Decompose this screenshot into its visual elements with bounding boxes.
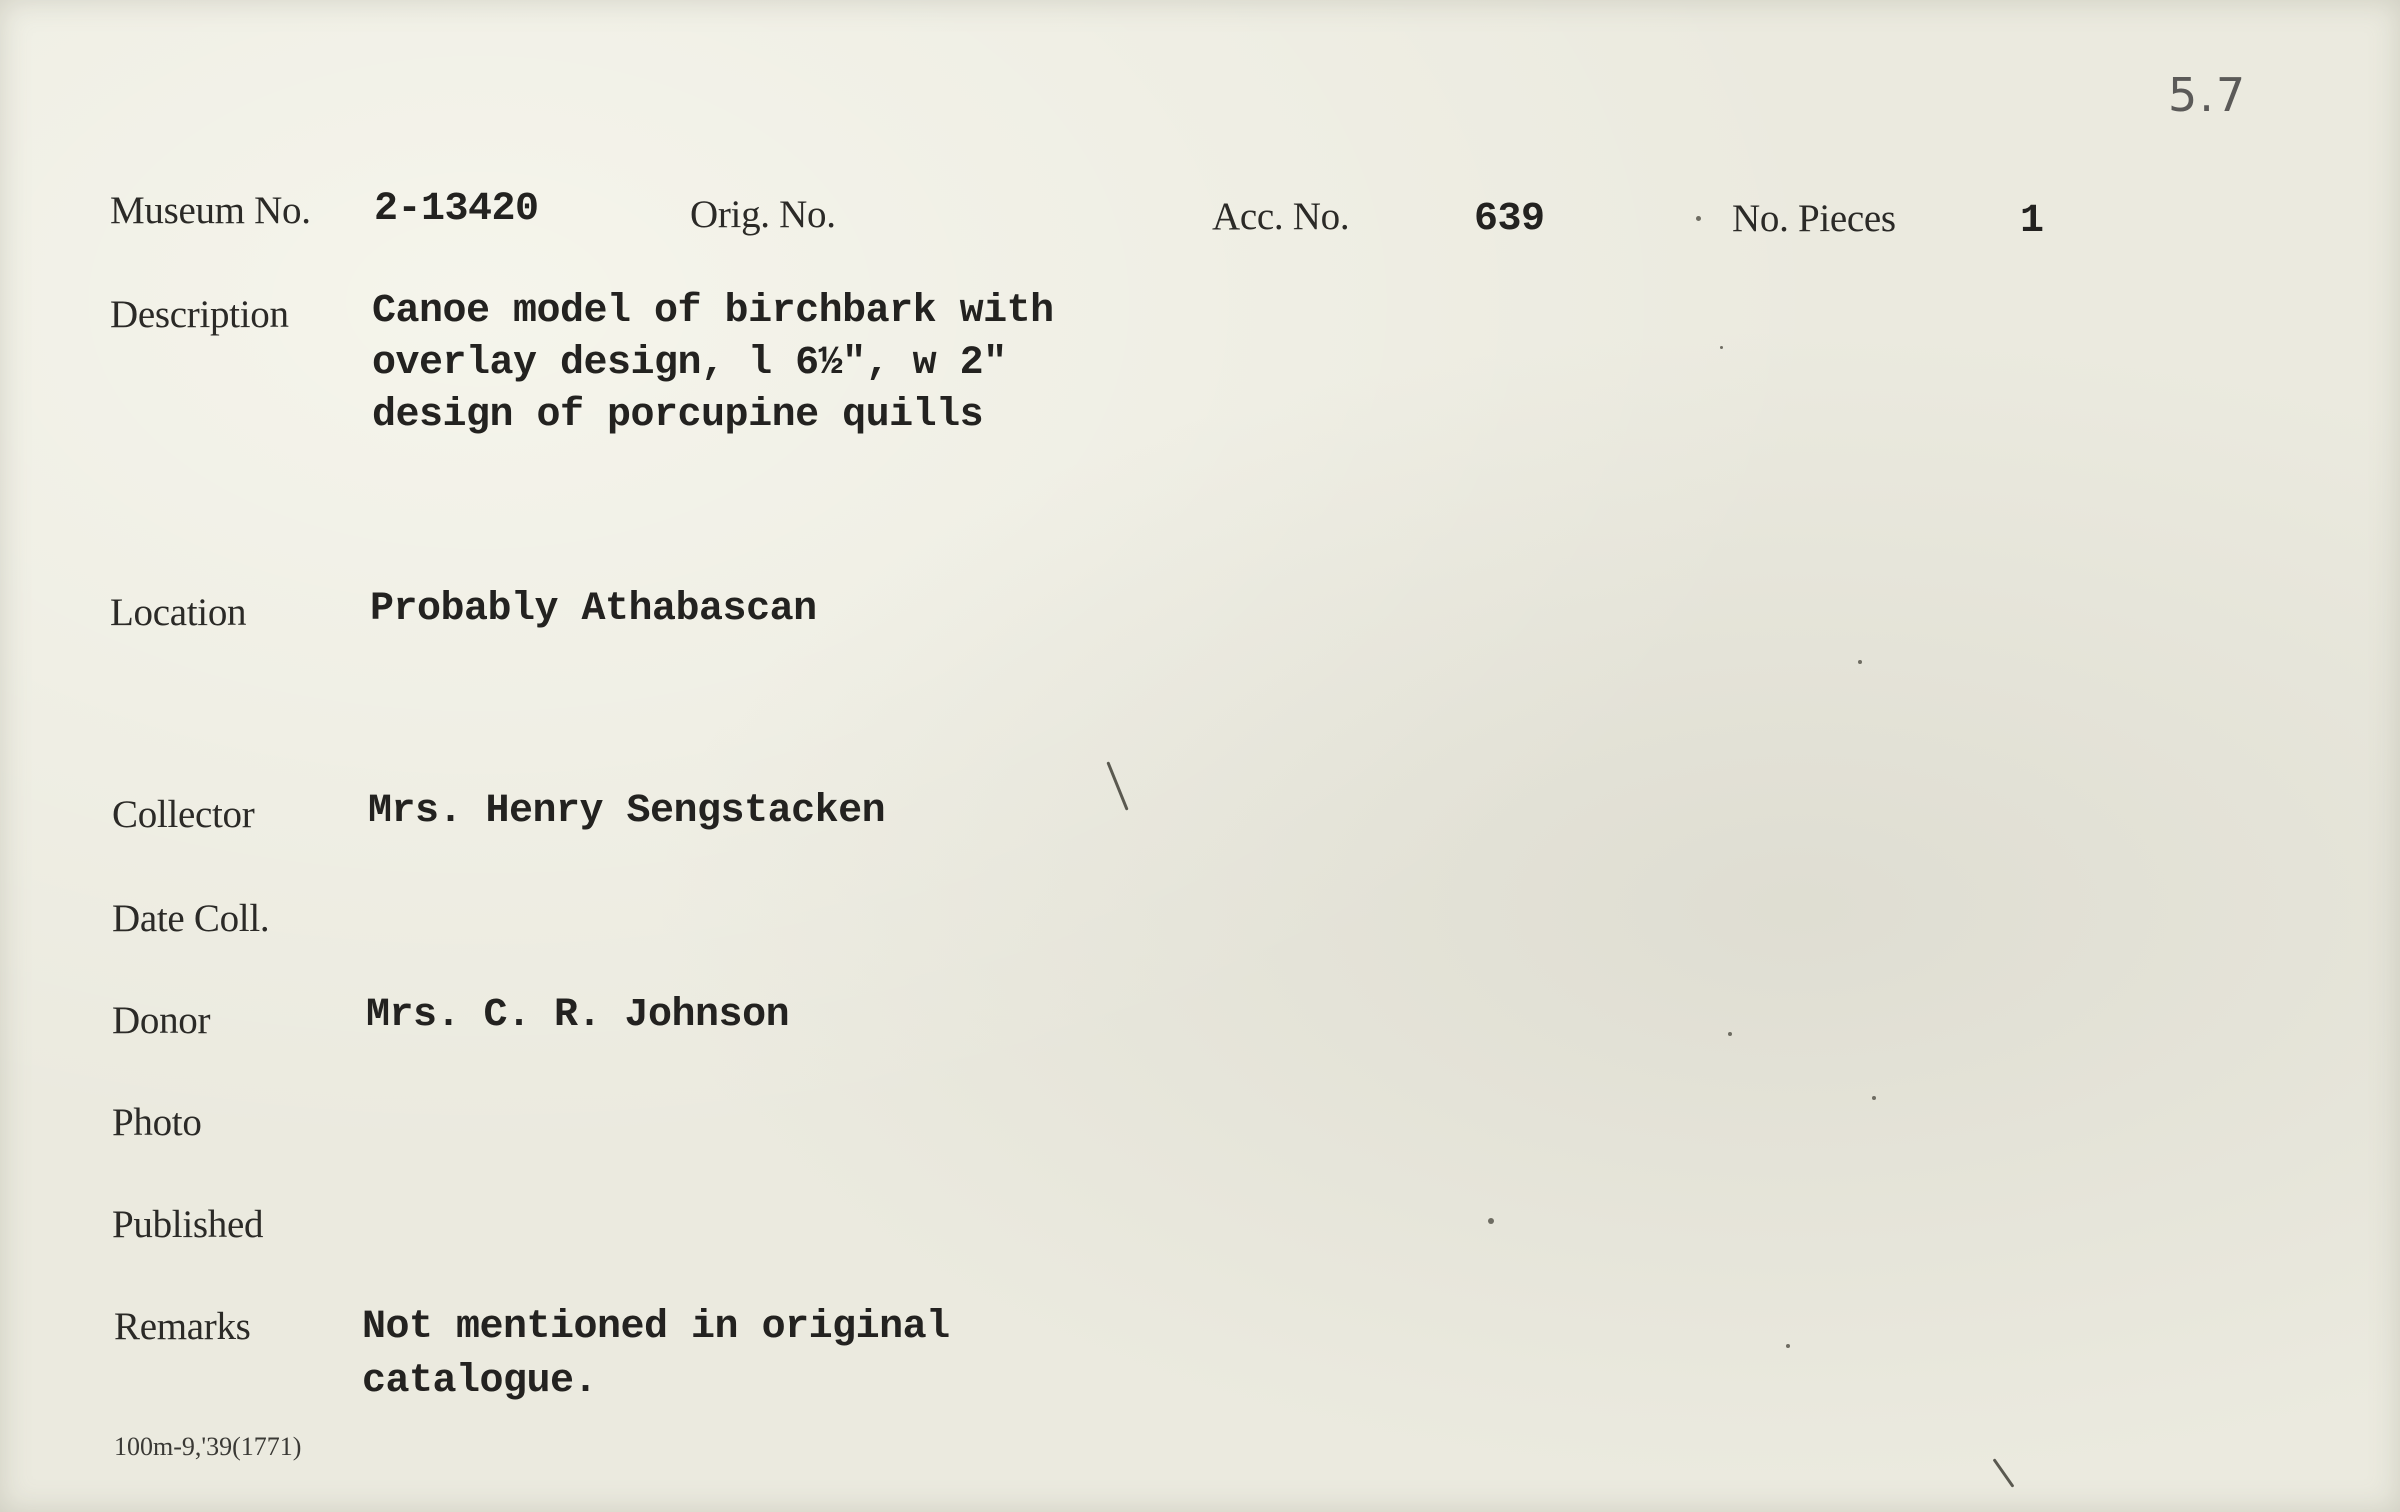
location-value: Probably Athabascan [370, 587, 817, 632]
remarks-line: catalogue. [362, 1359, 598, 1404]
pencil-mark [1993, 1458, 2015, 1488]
acc-no-label: Acc. No. [1212, 195, 1350, 238]
date-coll-label: Date Coll. [112, 897, 270, 940]
description-line: design of porcupine quills [372, 393, 984, 438]
museum-no-label: Museum No. [110, 189, 311, 232]
no-pieces-value: 1 [2020, 199, 2044, 244]
collector-label: Collector [112, 793, 255, 836]
speck [1720, 346, 1723, 349]
acc-no-value: 639 [1474, 197, 1545, 242]
donor-label: Donor [112, 999, 211, 1042]
speck [1696, 216, 1701, 221]
description-line: overlay design, l 6½", w 2" [372, 341, 1007, 386]
pencil-mark [1106, 761, 1128, 810]
description-label: Description [110, 293, 289, 336]
location-label: Location [110, 591, 247, 634]
photo-label: Photo [112, 1101, 202, 1144]
museum-no-value: 2-13420 [374, 187, 539, 232]
remarks-line: Not mentioned in original [362, 1305, 950, 1350]
donor-value: Mrs. C. R. Johnson [366, 993, 790, 1038]
print-code: 100m-9,'39(1771) [114, 1432, 302, 1461]
collector-value: Mrs. Henry Sengstacken [368, 789, 886, 834]
no-pieces-label: No. Pieces [1732, 197, 1896, 240]
handwritten-note: 5.7 [2168, 68, 2248, 122]
speck [1872, 1096, 1876, 1100]
description-line: Canoe model of birchbark with [372, 289, 1054, 334]
remarks-label: Remarks [114, 1305, 251, 1348]
speck [1488, 1218, 1494, 1224]
speck [1786, 1344, 1790, 1348]
orig-no-label: Orig. No. [690, 193, 836, 236]
speck [1858, 660, 1862, 664]
speck [1728, 1032, 1732, 1036]
published-label: Published [112, 1203, 264, 1246]
